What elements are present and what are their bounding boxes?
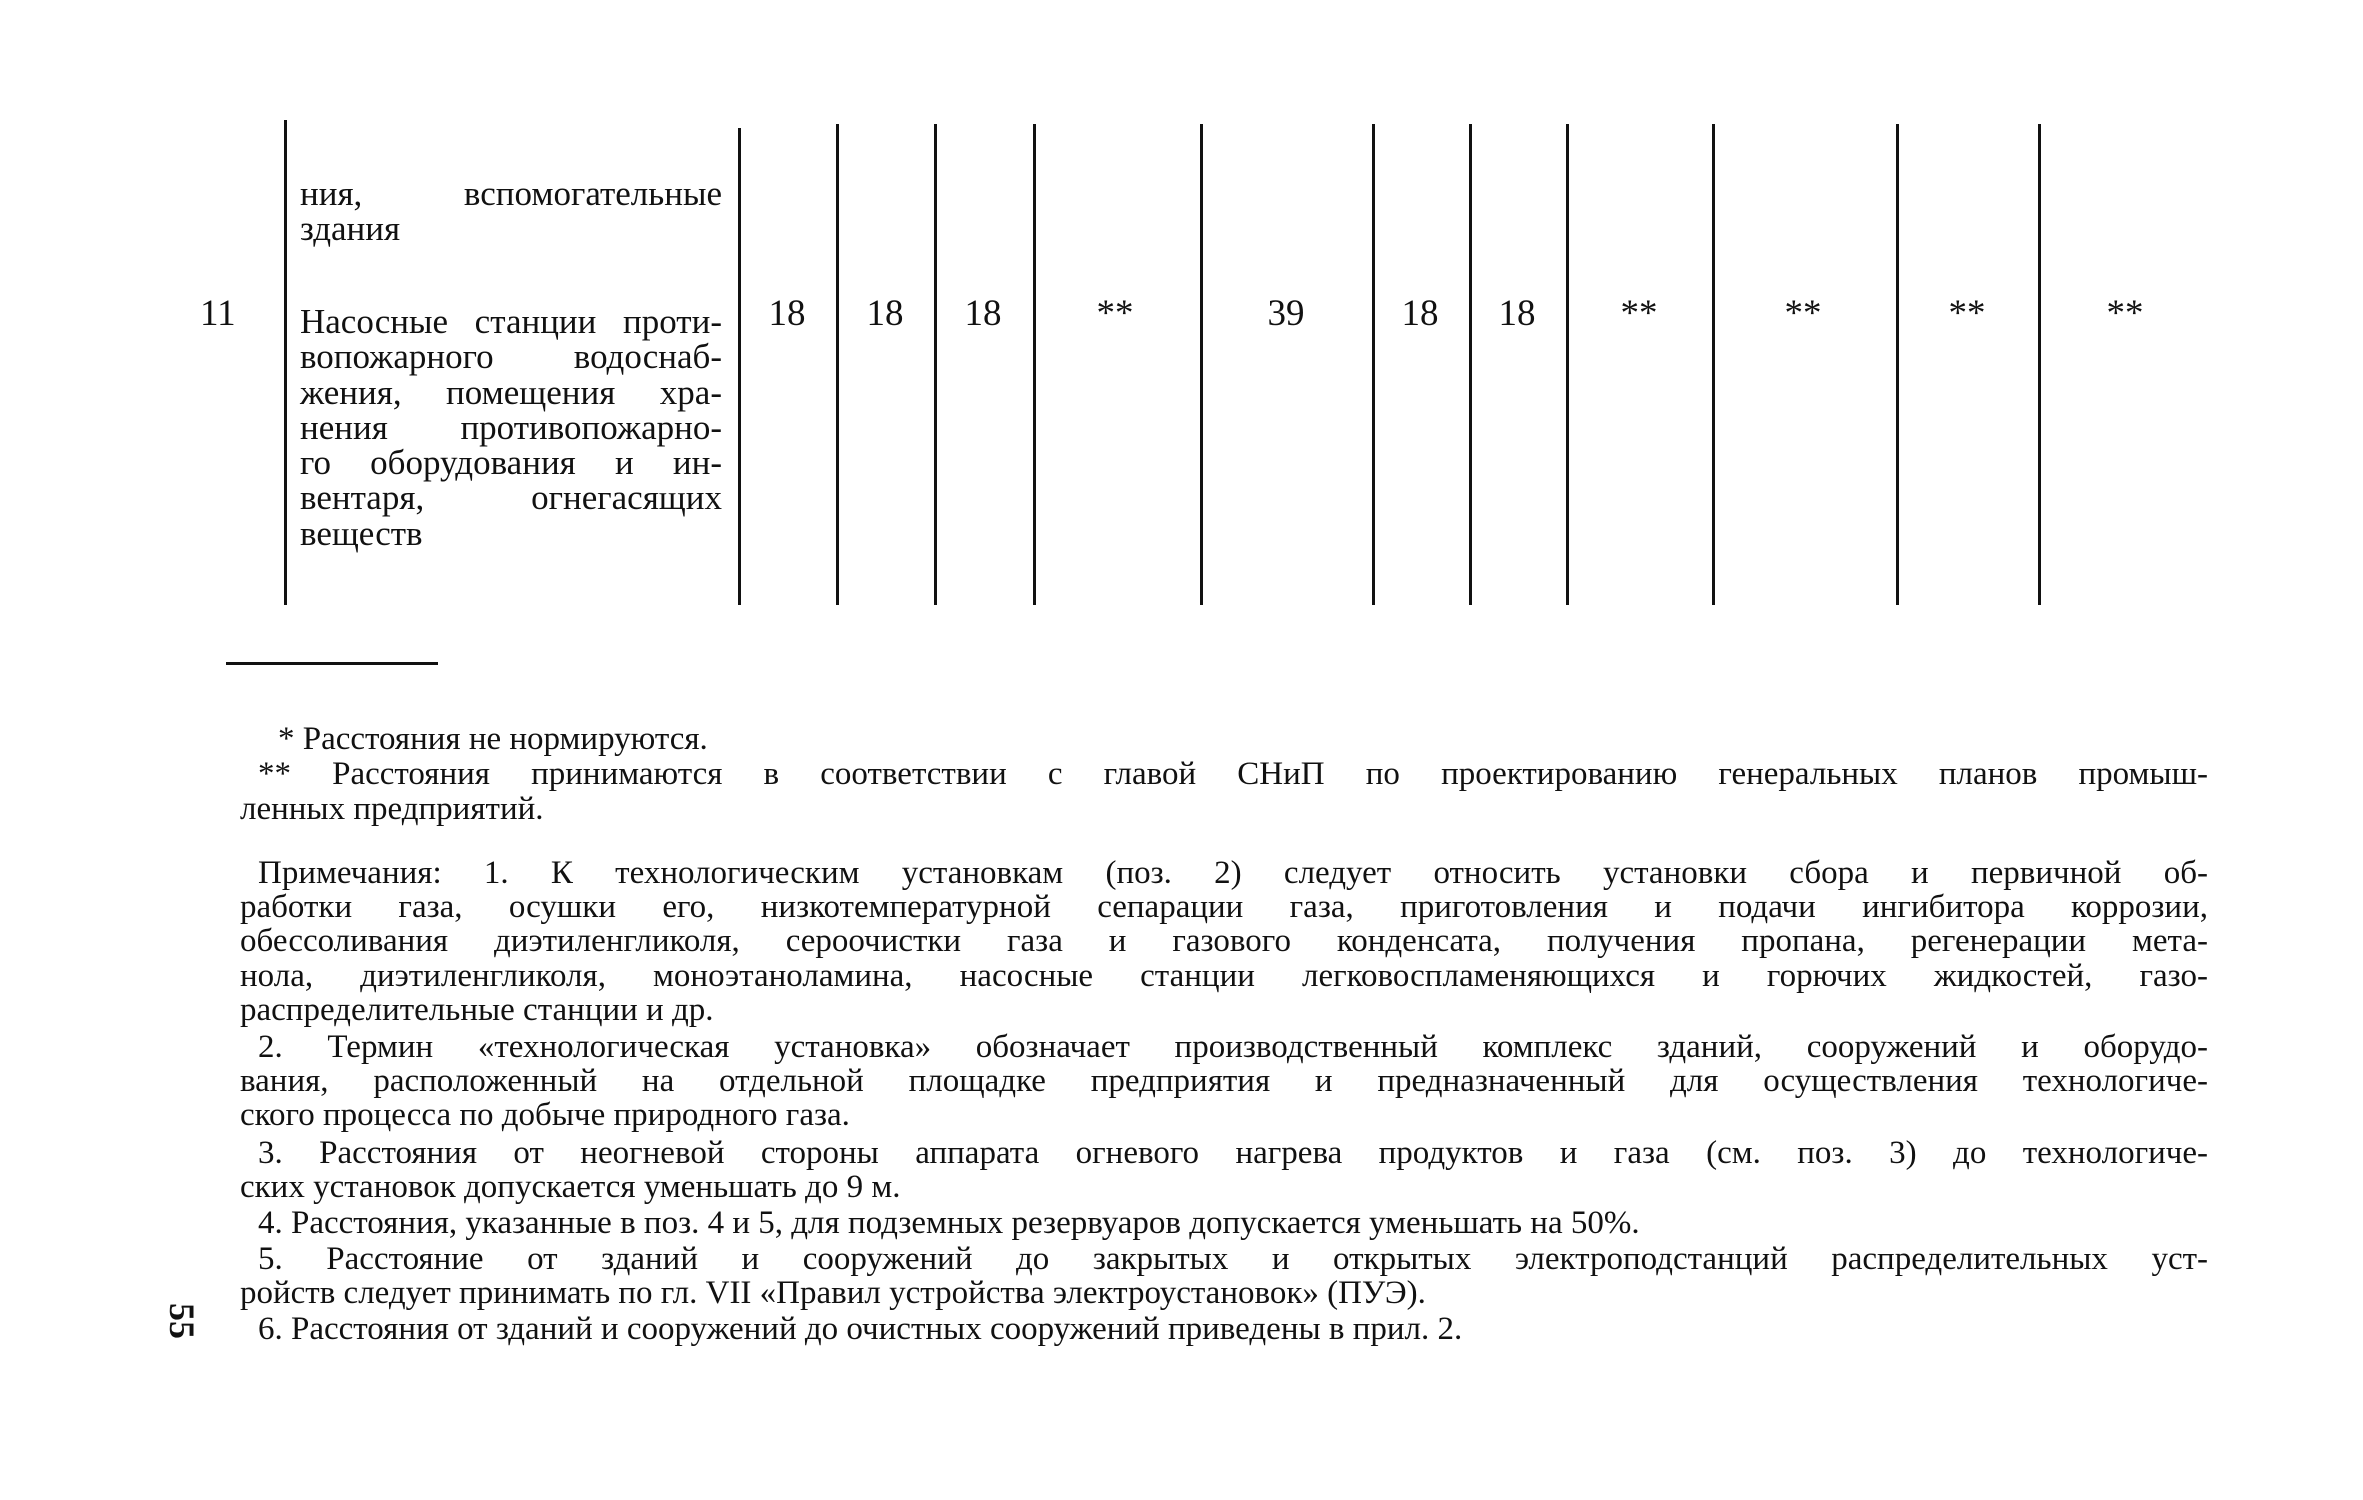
table-cell: ** — [1620, 293, 1658, 334]
remark-line: распределительные станции и др. — [240, 992, 714, 1028]
table-cell: 18 — [1401, 293, 1439, 334]
table-cell: 18 — [866, 293, 904, 334]
table-cell: 18 — [768, 293, 806, 334]
column-rule — [1469, 124, 1472, 605]
row-number: 11 — [200, 293, 236, 334]
prev-row-line: ния, вспомогательные — [300, 174, 722, 213]
row-line: жения, помещения хра- — [300, 372, 722, 412]
row-line: го оборудования и ин- — [300, 443, 722, 483]
remark-line: 2. Термин «технологическая установка» обозначает производственный комплекс зданий, сооружений и оборудо- — [258, 1029, 2208, 1065]
footnote-rule — [226, 662, 438, 665]
row-description — [300, 304, 722, 551]
remark-line: 3. Расстояния от неогневой стороны аппарата огневого нагрева продуктов и газа (см. поз. 3) до технологиче- — [258, 1135, 2208, 1171]
remark-line: нола, диэтиленгликоля, моноэтаноламина, насосные станции легковоспламеняющихся и горючих жидкостей, газо- — [240, 958, 2208, 994]
table-cell: ** — [1948, 293, 1986, 334]
remark-line: обессоливания диэтиленгликоля, сероочистки газа и газового конденсата, получения пропана, регенерации мета- — [240, 923, 2208, 959]
remark-line: вания, расположенный на отдельной площадке предприятия и предназначенный для осуществления технологиче- — [240, 1063, 2208, 1099]
remark-line: работки газа, осушки его, низкотемпературной сепарации газа, приготовления и подачи ингибитора коррозии, — [240, 889, 2208, 925]
row-line: нения противопожарно- — [300, 407, 722, 447]
remark-line: ского процесса по добыче природного газа. — [240, 1097, 850, 1133]
row-line: Насосные станции проти- — [300, 302, 722, 341]
remark-line: ских установок допускается уменьшать до 9 м. — [240, 1169, 901, 1205]
column-rule — [2038, 124, 2041, 605]
remark-line: ройств следует принимать по гл. VII «Правил устройства электроустановок» (ПУЭ). — [240, 1275, 1426, 1311]
remark-line: Примечания: 1. К технологическим установкам (поз. 2) следует относить установки сбора и первичной об- — [258, 855, 2208, 891]
table-cell: ** — [2106, 293, 2144, 334]
footnote-1: * Расстояния не нормируются. — [278, 721, 708, 757]
table-cell: 39 — [1267, 293, 1305, 334]
column-rule — [1372, 124, 1375, 605]
column-rule — [934, 124, 937, 605]
column-rule — [1033, 124, 1036, 605]
remark-line: 5. Расстояние от зданий и сооружений до закрытых и открытых электроподстанций распределительных уст- — [258, 1241, 2208, 1277]
row-line: вопожарного водоснаб- — [300, 337, 722, 377]
prev-row-line: здания — [300, 209, 401, 249]
column-rule — [836, 124, 839, 605]
table-border-left — [284, 120, 287, 605]
column-rule — [1566, 124, 1569, 605]
table-cell: ** — [1784, 293, 1822, 334]
footnote-2-continued: ленных предприятий. — [240, 791, 544, 827]
table-cell: 18 — [964, 293, 1002, 334]
row-line: вентаря, огнегасящих — [300, 478, 722, 518]
remark-line: 4. Расстояния, указанные в поз. 4 и 5, для подземных резервуаров допускается уменьшать на 50%. — [258, 1205, 1640, 1241]
table-cell: ** — [1096, 293, 1134, 334]
row-line: веществ — [300, 513, 423, 553]
table-cell: 18 — [1498, 293, 1536, 334]
prev-row-description — [300, 176, 722, 247]
column-rule — [1200, 124, 1203, 605]
page-number: 55 — [162, 1303, 202, 1339]
column-rule — [738, 128, 741, 605]
remark-line: 6. Расстояния от зданий и сооружений до очистных сооружений приведены в прил. 2. — [258, 1311, 1463, 1347]
column-rule — [1896, 124, 1899, 605]
footnote-2: ** Расстояния принимаются в соответствии с главой СНиП по проектированию генеральных планов промыш- — [258, 756, 2208, 792]
column-rule — [1712, 124, 1715, 605]
